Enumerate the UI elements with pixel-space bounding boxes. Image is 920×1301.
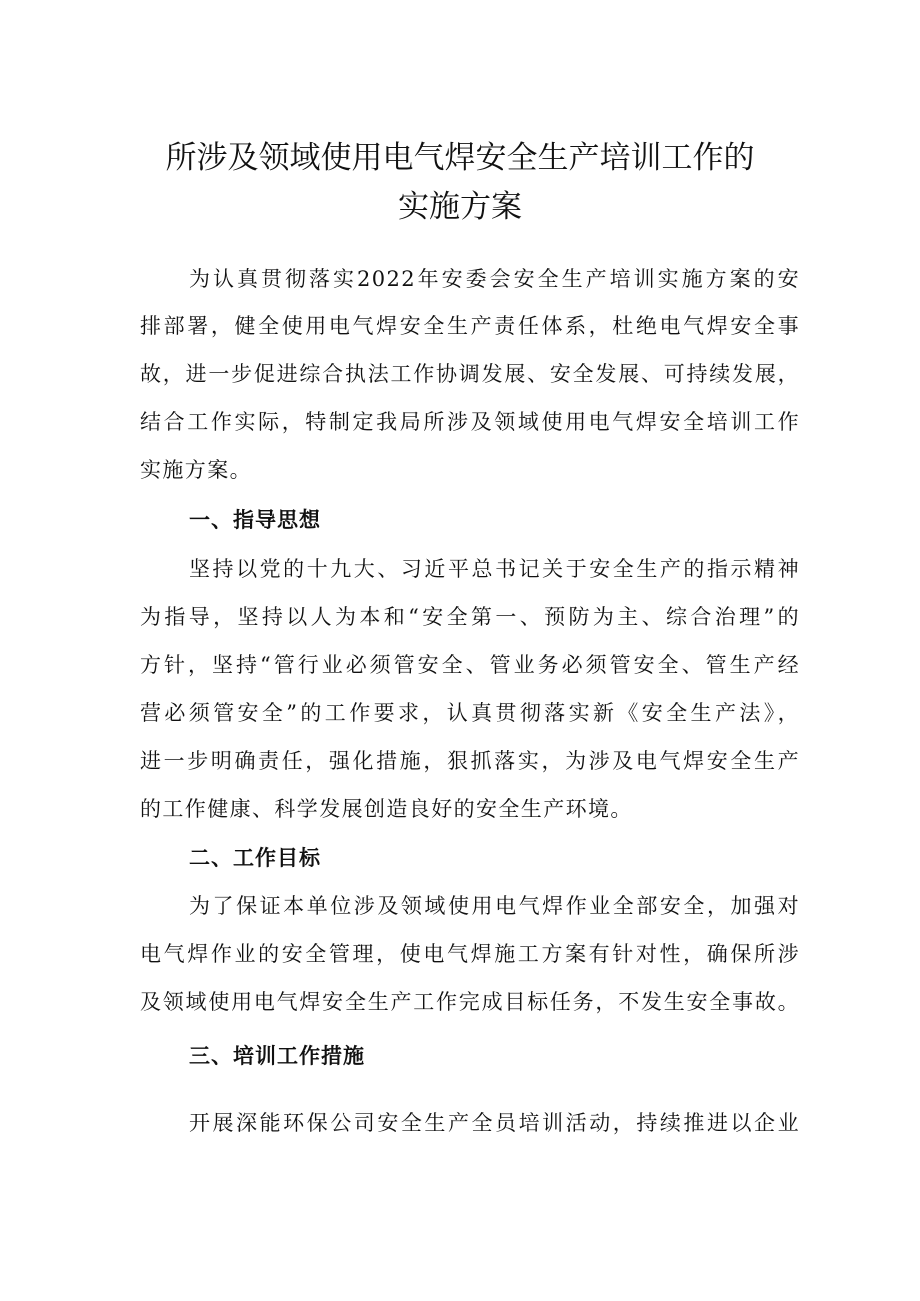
section1-line-4: 营必须管安全”的工作要求，认真贯彻落实新《安全生产法》， — [140, 701, 800, 725]
intro-line-3: 故，进一步促进综合执法工作协调发展、安全发展、可持续发展， — [140, 362, 800, 386]
intro-line-4: 结合工作实际，特制定我局所涉及领域使用电气焊安全培训工作 — [140, 410, 800, 434]
section1-line-3: 方针，坚持“管行业必须管安全、管业务必须管安全、管生产经 — [140, 653, 800, 677]
section-heading-training-measures: 三、培训工作措施 — [189, 1044, 365, 1068]
intro-line-1: 为认真贯彻落实2022年安委会安全生产培训实施方案的安 — [189, 267, 800, 291]
section2-line-2: 电气焊作业的安全管理，使电气焊施工方案有针对性，确保所涉 — [140, 942, 800, 966]
intro-line-2: 排部署，健全使用电气焊安全生产责任体系，杜绝电气焊安全事 — [140, 314, 800, 338]
section-heading-work-goals: 二、工作目标 — [189, 846, 321, 870]
section1-line-5: 进一步明确责任，强化措施，狠抓落实，为涉及电气焊安全生产 — [140, 749, 800, 773]
section3-line-1: 开展深能环保公司安全生产全员培训活动，持续推进以企业 — [189, 1111, 800, 1135]
section2-line-1: 为了保证本单位涉及领域使用电气焊作业全部安全，加强对 — [189, 894, 800, 918]
section1-line-6: 的工作健康、科学发展创造良好的安全生产环境。 — [140, 797, 633, 821]
section1-line-1: 坚持以党的十九大、习近平总书记关于安全生产的指示精神 — [189, 557, 800, 581]
section2-line-3: 及领域使用电气焊安全生产工作完成目标任务，不发生安全事故。 — [140, 990, 800, 1014]
document-title-line-2: 实施方案 — [398, 189, 522, 225]
section-heading-guiding-thought: 一、指导思想 — [189, 508, 321, 532]
document-title-line-1: 所涉及领域使用电气焊安全生产培训工作的 — [165, 140, 755, 176]
intro-line-5: 实施方案。 — [140, 458, 252, 482]
section1-line-2: 为指导，坚持以人为本和“安全第一、预防为主、综合治理”的 — [140, 605, 800, 629]
